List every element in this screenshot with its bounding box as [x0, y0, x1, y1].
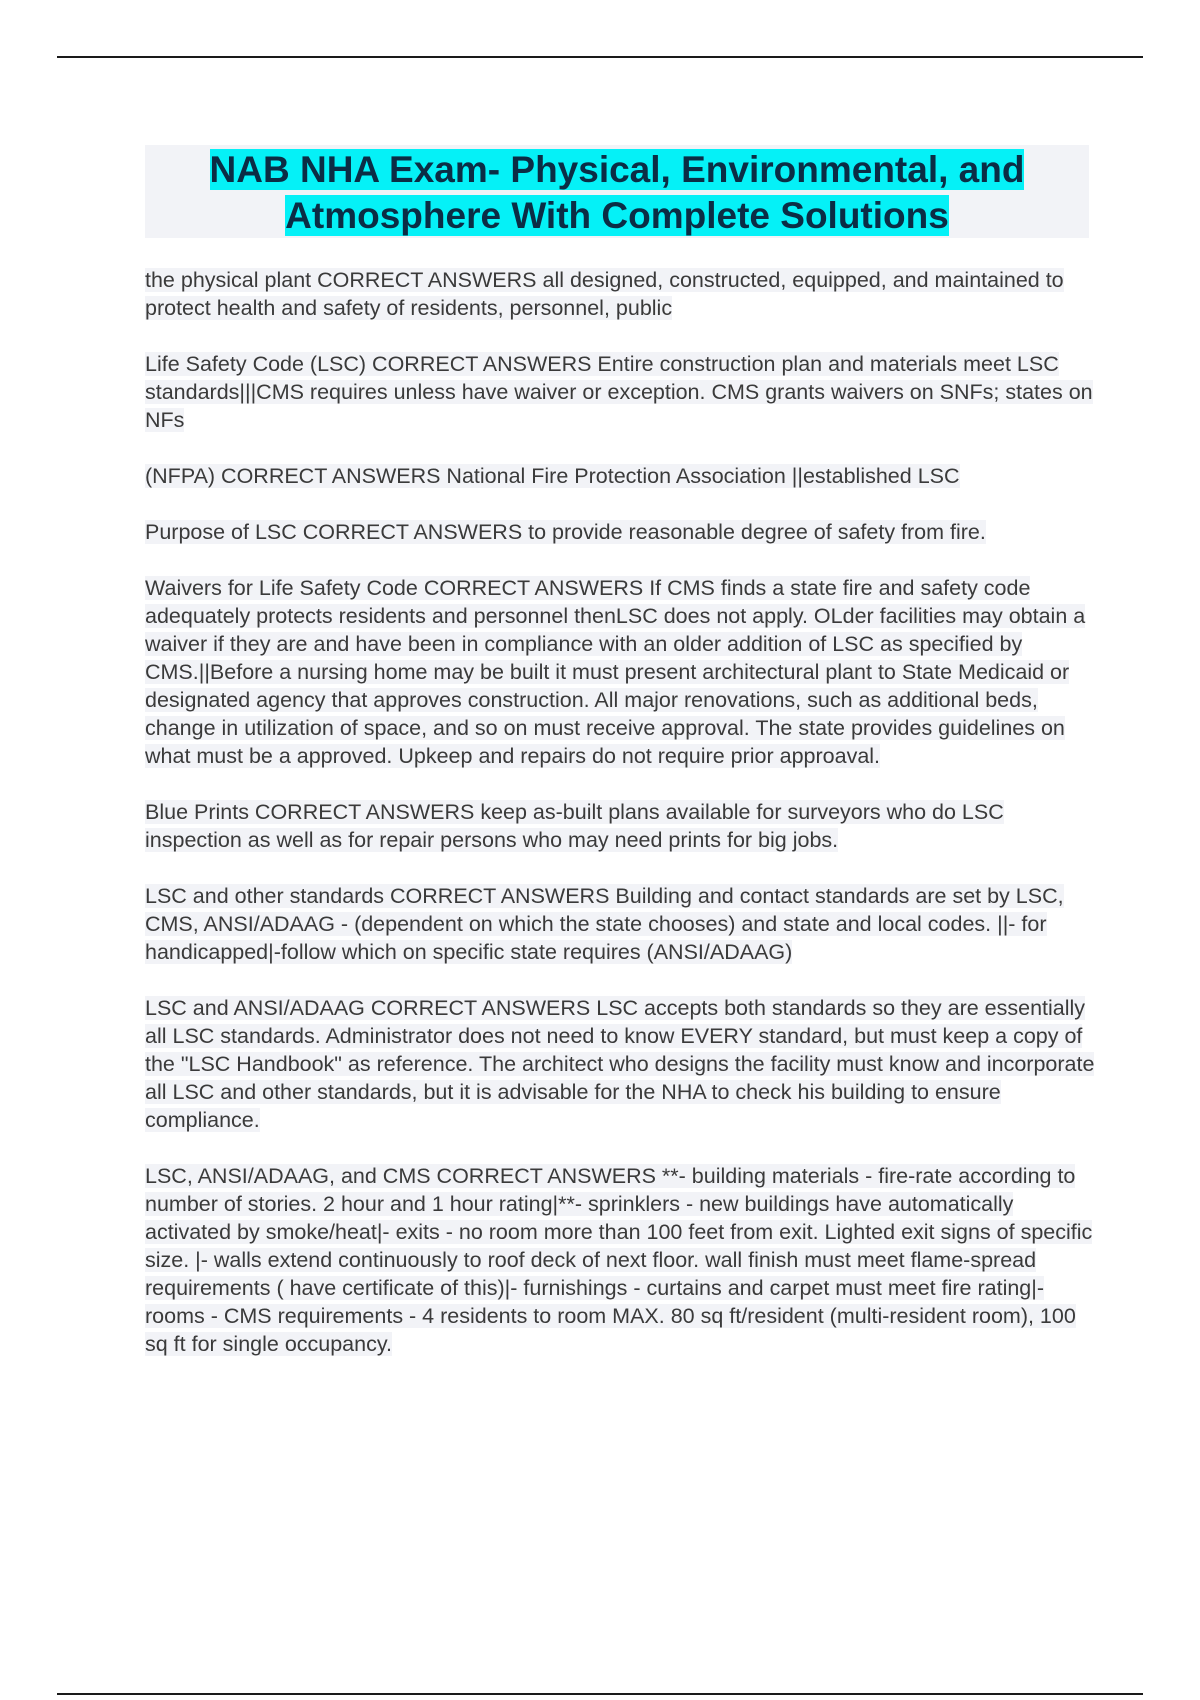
- document-title-text: NAB NHA Exam- Physical, Environmental, and Atmosphere With Complete Solutions: [209, 149, 1025, 236]
- entry-physical-plant: the physical plant CORRECT ANSWERS all designed, constructed, equipped, and maintained to protect health and safety of residents, personnel, public: [145, 268, 1064, 320]
- entry-lsc-ansi-adaag: LSC and ANSI/ADAAG CORRECT ANSWERS LSC accepts both standards so they are essentially all LSC standards. Administrator does not need to know EVERY standard, but must keep a copy of the "LSC Handbook" as reference. The architect who designs the facility must know and incorporate all LSC and other standards, but it is advisable for the NHA to check his building to ensure compliance.: [145, 996, 1095, 1132]
- document-body: [145, 266, 1095, 1386]
- entry-waivers: Waivers for Life Safety Code CORRECT ANSWERS If CMS finds a state fire and safety code adequately protects residents and personnel thenLSC does not apply. OLder facilities may obtain a waiver if they are and have been in compliance with an older addition of LSC as specified by CMS.||Before a nursing home may be built it must present architectural plant to State Medicaid or designated agency that approves construction. All major renovations, such as additional beds, change in utilization of space, and so on must receive approval. The state provides guidelines on what must be a approved. Upkeep and repairs do not require prior approaval.: [145, 576, 1086, 768]
- entry-blue-prints: Blue Prints CORRECT ANSWERS keep as-built plans available for surveyors who do LSC inspection as well as for repair persons who may need prints for big jobs.: [145, 800, 1004, 852]
- document-title: [145, 147, 1089, 239]
- entry-nfpa: (NFPA) CORRECT ANSWERS National Fire Protection Association ||established LSC: [145, 464, 960, 488]
- bottom-rule: [57, 1693, 1143, 1695]
- entry-lsc-other-standards: LSC and other standards CORRECT ANSWERS Building and contact standards are set by LSC, CMS, ANSI/ADAAG - (dependent on which the state chooses) and state and local codes. ||- for handicapped|-follow which on specific state requires (ANSI/ADAAG): [145, 884, 1064, 964]
- title-block: [145, 145, 1089, 238]
- entry-purpose-of-lsc: Purpose of LSC CORRECT ANSWERS to provide reasonable degree of safety from fire.: [145, 520, 986, 544]
- entry-lsc-ansi-cms: LSC, ANSI/ADAAG, and CMS CORRECT ANSWERS **- building materials - fire-rate according to number of stories. 2 hour and 1 hour rating|**- sprinklers - new buildings have automatically activated by smoke/heat|- exits - no room more than 100 feet from exit. Lighted exit signs of specific size. |- walls extend continuously to roof deck of next floor. wall finish must meet flame-spread requirements ( have certificate of this)|- furnishings - curtains and carpet must meet fire rating|- rooms - CMS requirements - 4 residents to room MAX. 80 sq ft/resident (multi-resident room), 100 sq ft for single occupancy.: [145, 1164, 1093, 1356]
- top-rule: [57, 56, 1143, 58]
- entry-life-safety-code: Life Safety Code (LSC) CORRECT ANSWERS Entire construction plan and materials meet LSC standards|||CMS requires unless have waiver or exception. CMS grants waivers on SNFs; states on NFs: [145, 352, 1093, 432]
